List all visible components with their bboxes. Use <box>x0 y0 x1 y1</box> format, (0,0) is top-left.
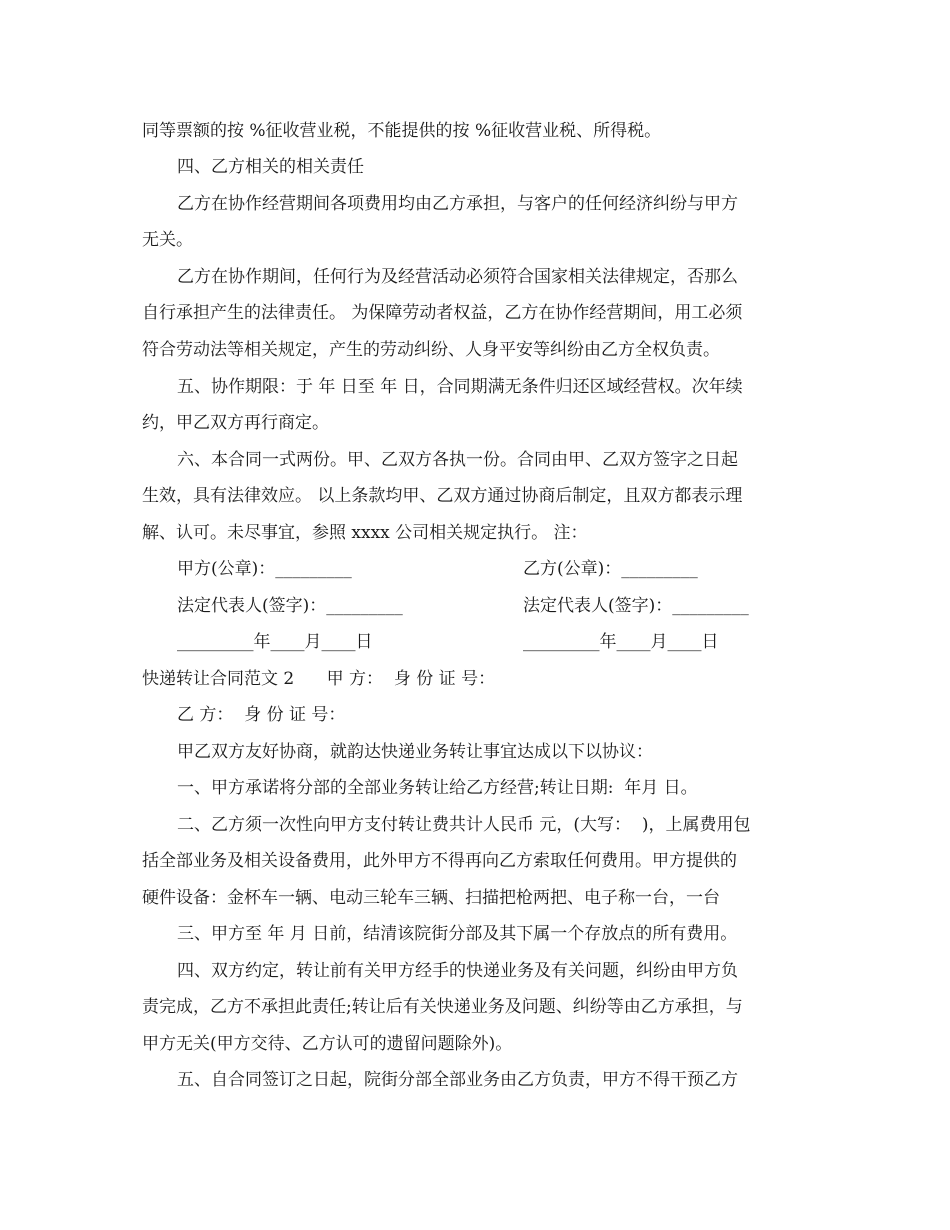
text-line: 五、自合同签订之日起，院街分部全部业务由乙方负责，甲方不得干预乙方 <box>177 1070 738 1090</box>
text-line: 自行承担产生的法律责任。 为保障劳动者权益，乙方在协作经营期间，用工必须 <box>142 303 743 323</box>
party-a-date-field: _________年____月____日 <box>177 632 373 652</box>
contract-title-line: 快递转让合同范文 2 甲 方： 身 份 证 号： <box>142 669 496 689</box>
text-line: 甲方无关(甲方交待、乙方认可的遗留问题除外)。 <box>142 1034 513 1054</box>
section-heading: 四、乙方相关的相关责任 <box>177 157 364 177</box>
text-line: 乙方在协作期间，任何行为及经营活动必须符合国家相关法律规定，否那么 <box>177 267 738 287</box>
text-line: 二、乙方须一次性向甲方支付转让费共计人民币 元，(大写： )，上属费用包 <box>177 815 751 835</box>
text-line: 乙方在协作经营期间各项费用均由乙方承担，与客户的任何经济纠纷与甲方 <box>177 194 738 214</box>
text-line: 括全部业务及相关设备费用，此外甲方不得再向乙方索取任何费用。甲方提供的 <box>142 851 737 871</box>
party-b-seal-field: 乙方(公章)：_________ <box>523 559 698 579</box>
text-line: 硬件设备：金杯车一辆、电动三轮车三辆、扫描把枪两把、电子称一台，一台 <box>142 888 720 908</box>
text-line: 约，甲乙双方再行商定。 <box>142 413 329 433</box>
text-line: 甲乙双方友好协商，就韵达快递业务转让事宜达成以下以协议： <box>177 742 653 762</box>
text-line: 责完成，乙方不承担此责任;转让后有关快递业务及问题、纠纷等由乙方承担，与 <box>142 997 743 1017</box>
text-line: 六、本合同一式两份。甲、乙双方各执一份。合同由甲、乙双方签字之日起 <box>177 450 738 470</box>
party-b-representative-field: 法定代表人(签字)：_________ <box>523 596 749 616</box>
text-line: 三、甲方至 年 月 日前，结清该院街分部及其下属一个存放点的所有费用。 <box>177 924 738 944</box>
party-a-seal-field: 甲方(公章)：_________ <box>177 559 352 579</box>
text-line: 生效，具有法律效应。 以上条款均甲、乙双方通过协商后制定，且双方都表示理 <box>142 486 743 506</box>
party-b-date-field: _________年____月____日 <box>523 632 719 652</box>
text-line: 四、双方约定，转让前有关甲方经手的快递业务及有关问题，纠纷由甲方负 <box>177 961 738 981</box>
text-line: 无关。 <box>142 230 193 250</box>
text-line: 解、认可。未尽事宜，参照 xxxx 公司相关规定执行。 注： <box>142 523 588 543</box>
text-line: 乙 方： 身 份 证 号： <box>177 705 346 725</box>
text-line: 五、协作期限：于 年 日至 年 日，合同期满无条件归还区域经营权。次年续 <box>177 377 743 397</box>
text-line: 符合劳动法等相关规定，产生的劳动纠纷、人身平安等纠纷由乙方全权负责。 <box>142 340 720 360</box>
text-line: 一、甲方承诺将分部的全部业务转让给乙方经营;转让日期: 年月 日。 <box>177 778 698 798</box>
text-line: 同等票额的按 %征收营业税，不能提供的按 %征收营业税、所得税。 <box>142 121 662 141</box>
party-a-representative-field: 法定代表人(签字)：_________ <box>177 596 403 616</box>
